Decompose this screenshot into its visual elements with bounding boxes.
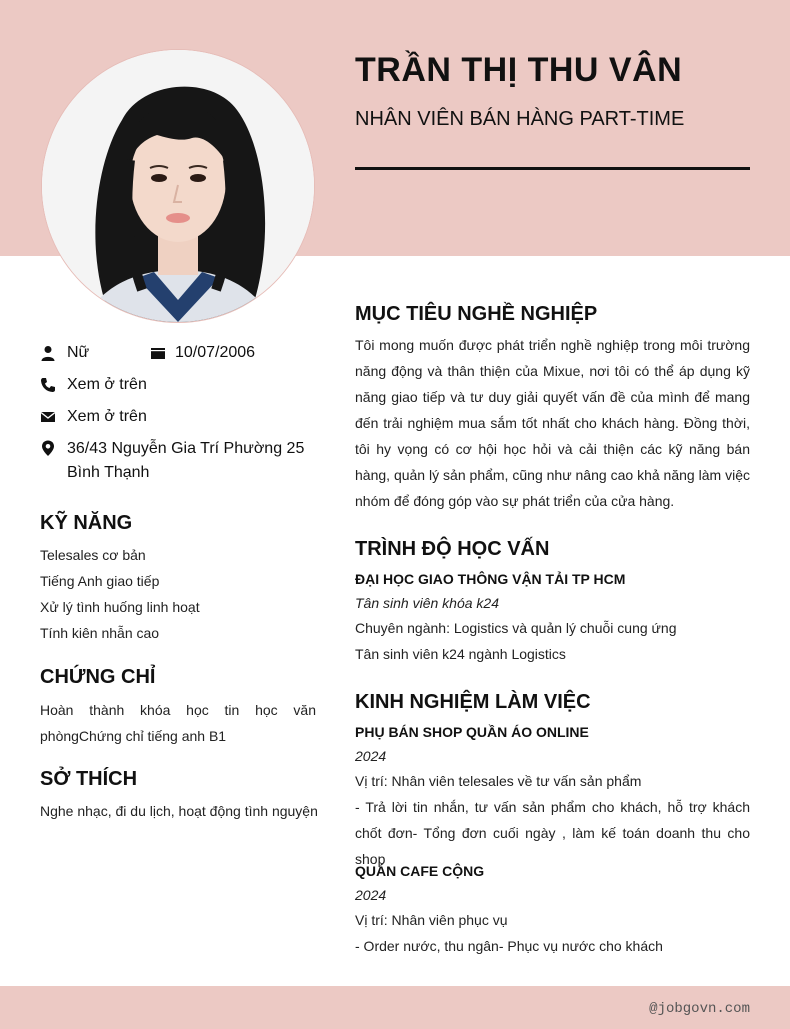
phone-value: Xem ở trên (67, 376, 147, 393)
birthdate-row (150, 341, 290, 365)
skill-item: Tính kiên nhẫn cao (40, 625, 160, 641)
objective-text: Tôi mong muốn được phát triển nghề nghiệp trong môi trường năng động và thân thiện của Mixue, nơi tôi có thể áp dụng kỹ năng giao tiếp và tư duy giải quyết vấn đề của mình để mang đến trải nghiệm mua sắm tốt nhất cho khách hàng. Đồng thời, tôi hy vọng có cơ hội học hỏi và cải thiện các kỹ năng bán hàng, quản lý sản phẩm, cũng như nâng cao khả năng làm việc nhóm để đóng góp vào sự phát triển của cửa hàng. (355, 337, 750, 509)
skill-item: Xử lý tình huống linh hoạt (40, 599, 200, 615)
objective-title: MỤC TIÊU NGHỀ NGHIỆP (355, 303, 598, 325)
email-row (40, 405, 300, 429)
phone-row (40, 373, 300, 397)
education-status: Tân sinh viên khóa k24 (355, 595, 499, 611)
education-note: Tân sinh viên k24 ngành Logistics (355, 646, 566, 662)
certificates-title: CHỨNG CHỈ (40, 666, 156, 688)
hobbies-title: SỞ THÍCH (40, 768, 138, 790)
job-position: Vị trí: Nhân viên phục vụ (355, 912, 508, 928)
watermark: @jobgovn.com (649, 1001, 750, 1017)
address-line-1: 36/43 Nguyễn Gia Trí Phường 25 (67, 440, 305, 457)
hobbies-text: Nghe nhạc, đi du lịch, hoạt động tình nguyện (40, 803, 318, 819)
gender-value: Nữ (67, 344, 90, 361)
job-year: 2024 (355, 748, 387, 764)
address-row (40, 437, 316, 485)
candidate-name: TRẦN THỊ THU VÂN (355, 51, 683, 89)
location-pin-icon (40, 440, 56, 456)
portrait-illustration (42, 50, 314, 322)
skill-item: Tiếng Anh giao tiếp (40, 573, 160, 589)
person-icon (40, 345, 56, 361)
title-divider (355, 167, 750, 170)
address-line-2: Bình Thạnh (67, 464, 150, 481)
education-major: Chuyên ngành: Logistics và quản lý chuỗi cung ứng (355, 620, 677, 636)
job-duties: - Order nước, thu ngân- Phục vụ nước cho khách (355, 938, 663, 954)
email-icon (40, 409, 56, 425)
certificates-text: Hoàn thành khóa học tin học văn phòngChứng chỉ tiếng anh B1 (40, 702, 316, 744)
gender-row (40, 341, 160, 365)
school-name: ĐẠI HỌC GIAO THÔNG VẬN TẢI TP HCM (355, 571, 626, 587)
skill-item: Telesales cơ bản (40, 547, 146, 563)
calendar-icon (150, 345, 166, 361)
job-company: QUÁN CAFE CỘNG (355, 863, 485, 879)
education-title: TRÌNH ĐỘ HỌC VẤN (355, 538, 550, 560)
profile-photo (42, 50, 314, 322)
job-year: 2024 (355, 887, 387, 903)
job-duties: - Trả lời tin nhắn, tư vấn sản phẩm cho khách, hỗ trợ khách chốt đơn- Tổng đơn cuối ngày , làm kế toán doanh thu cho shop (355, 799, 750, 867)
skills-title: KỸ NĂNG (40, 512, 133, 534)
job-title: NHÂN VIÊN BÁN HÀNG PART-TIME (355, 108, 685, 130)
job-position: Vị trí: Nhân viên telesales về tư vấn sản phẩm (355, 773, 642, 789)
birthdate-value: 10/07/2006 (175, 344, 256, 361)
email-value: Xem ở trên (67, 408, 147, 425)
job-company: PHỤ BÁN SHOP QUẦN ÁO ONLINE (355, 724, 589, 740)
experience-title: KINH NGHIỆM LÀM VIỆC (355, 691, 591, 713)
phone-icon (40, 377, 56, 393)
